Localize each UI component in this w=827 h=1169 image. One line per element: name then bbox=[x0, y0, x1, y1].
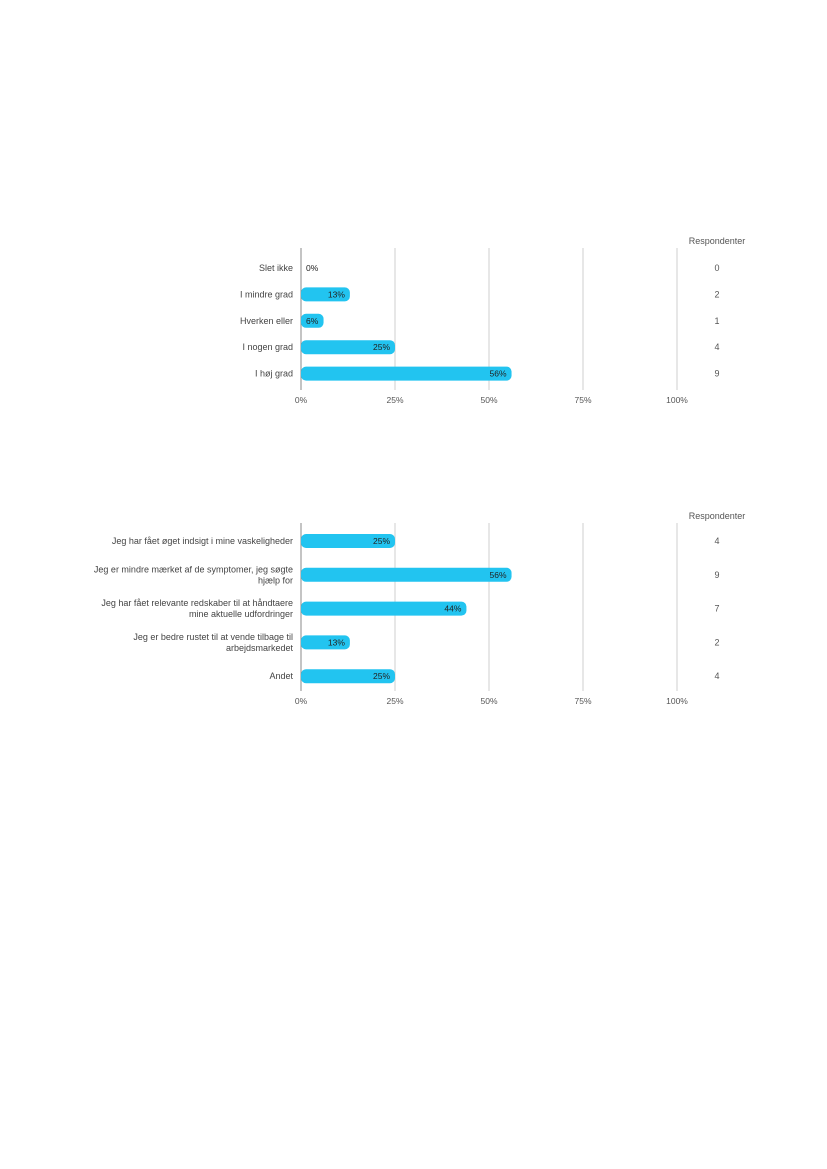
bar-value-label: 13% bbox=[327, 289, 345, 300]
x-tick-label: 75% bbox=[574, 696, 592, 706]
respondent-count: 4 bbox=[714, 342, 720, 353]
bar-value-label: 0% bbox=[306, 263, 319, 273]
x-tick-label: 75% bbox=[574, 395, 592, 405]
category-label: I mindre grad bbox=[239, 289, 293, 300]
respondent-count: 2 bbox=[714, 637, 720, 648]
category-label: Hverken eller bbox=[239, 315, 293, 326]
respondent-count: 0 bbox=[714, 263, 720, 273]
category-label: Jeg er mindre mærket af de symptomer, jeg søgte hjælp for bbox=[93, 564, 293, 586]
bar-value-label: 56% bbox=[489, 368, 507, 379]
respondent-count: 9 bbox=[714, 569, 720, 580]
category-label: Jeg er bedre rustet til at vende tilbage til arbejdsmarkedet bbox=[133, 631, 293, 653]
x-tick-label: 50% bbox=[480, 395, 498, 405]
bar-value-label: 56% bbox=[489, 569, 507, 580]
respondent-count: 4 bbox=[714, 671, 720, 682]
category-label: Andet bbox=[269, 671, 293, 682]
bar bbox=[301, 568, 512, 582]
category-label: I nogen grad bbox=[242, 342, 293, 353]
respondent-count: 9 bbox=[714, 368, 720, 379]
category-label: Jeg har fået relevante redskaber til at håndtaere mine aktuelle udfordringer bbox=[101, 598, 293, 620]
x-tick-label: 0% bbox=[294, 395, 308, 405]
x-tick-label: 100% bbox=[666, 696, 688, 706]
respondents-header: Respondenter bbox=[688, 511, 746, 521]
x-tick-label: 50% bbox=[480, 696, 498, 706]
bar-value-label: 13% bbox=[327, 637, 345, 648]
respondent-count: 2 bbox=[714, 289, 720, 300]
chart-satisfaction bbox=[0, 230, 827, 415]
category-label: Jeg har fået øget indsigt i mine vaskeligheder bbox=[111, 536, 293, 546]
bar bbox=[301, 602, 466, 616]
bar-value-label: 25% bbox=[372, 671, 390, 682]
bar-value-label: 44% bbox=[444, 603, 462, 614]
x-tick-label: 100% bbox=[666, 395, 688, 405]
bar-value-label: 6% bbox=[306, 315, 319, 326]
x-tick-label: 0% bbox=[294, 696, 308, 706]
chart-outcomes bbox=[0, 505, 827, 715]
category-label: I høj grad bbox=[254, 368, 293, 379]
chart-2-svg bbox=[0, 505, 827, 715]
respondents-header: Respondenter bbox=[688, 236, 746, 246]
respondent-count: 1 bbox=[714, 315, 720, 326]
bar-value-label: 25% bbox=[372, 342, 390, 353]
bar bbox=[301, 367, 512, 381]
x-tick-label: 25% bbox=[386, 395, 404, 405]
category-label: Slet ikke bbox=[258, 263, 293, 273]
chart-1-svg bbox=[0, 230, 827, 415]
respondent-count: 7 bbox=[714, 603, 720, 614]
bar-value-label: 25% bbox=[372, 536, 390, 546]
respondent-count: 4 bbox=[714, 536, 720, 546]
x-tick-label: 25% bbox=[386, 696, 404, 706]
